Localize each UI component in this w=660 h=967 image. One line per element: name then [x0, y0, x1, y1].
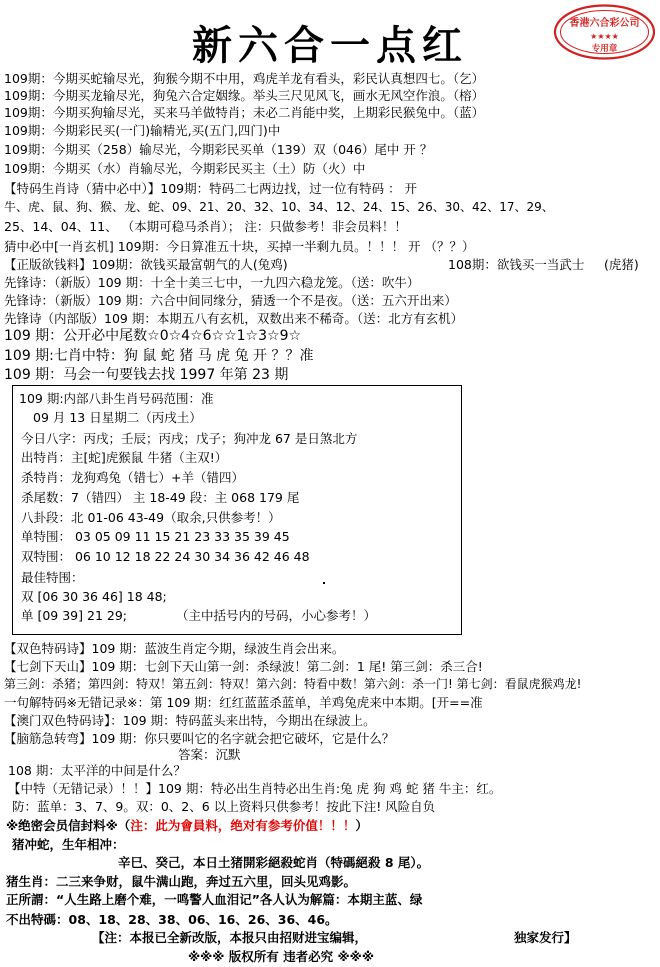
box-line: 单特围： 03 05 09 11 15 21 23 33 35 39 45 [21, 529, 290, 544]
sword-line: 【七剑下天山】109 期：七剑下天山第一剑：杀绿波！第二剑：1 尾! 第三剑：杀三合! [4, 659, 483, 674]
box-line: 杀尾数：7（错四） 主 18-49 段：主 068 179 尾 [21, 490, 300, 505]
riddle-answer: 答案：沉默 [178, 747, 241, 762]
box-line: 双 [06 30 36 46] 18 48; [21, 589, 167, 604]
bagua-box [12, 385, 462, 635]
riddle-line: 【脑筋急转弯】109 期：你只要叫它的名字就会把它破坏，它是什么？ [4, 731, 395, 746]
riddle-answer: (虎猪) [604, 257, 639, 272]
saying-line: 正所謂：“人生路上磨个难，一鸣警人血泪记”各人认为解篇：本期主蓝、绿 [6, 892, 423, 907]
page-title: 新六合一点红 [192, 22, 468, 69]
zodiac-poem-line: 【特码生肖诗（猜中必中）】109期：特码二七两边找，过一位有特码 ： 开 [4, 181, 418, 196]
box-line: 09 月 13 日星期二（丙戌土） [33, 410, 202, 425]
copyright-line: ※※※ 版权所有 违者必究 ※※※ [188, 949, 374, 964]
defense-line: 防：蓝单：3、7、9。双：0、2、6 以上资料只供参考！按此下注! 风险自负 [12, 799, 436, 814]
zodiac-verse: 猪生肖：二三来争财，鼠牛满山跑，奔过五六里，回头见鸡影。 [6, 874, 357, 889]
seal-stars: ★★★★ [590, 32, 619, 41]
member-line [6, 817, 368, 834]
prediction-line: 109期：今期买龙输尽光，狗兔六合定姻缘。举头三尺见风飞，画水无风空作浪。（榕） [4, 88, 485, 103]
riddle-line: 【正版欲钱料】109期：欲钱买最富朝气的人(兔鸡) [4, 257, 288, 272]
box-line: 杀特肖：龙狗鸡兔（错七）+羊（错四） [21, 470, 244, 485]
riddle-line: 108期：欲钱买一当武士 [448, 257, 585, 272]
poem-line: 先锋诗（内部版）109 期：本期五八有玄机，双数出来不稀奇。（送：北方有玄机） [4, 311, 464, 326]
seal-top-text: 香港六合彩公司 [569, 18, 640, 29]
clash-heading: 猪冲蛇，生年相冲： [12, 837, 125, 852]
member-close: ） [355, 818, 368, 833]
footer-note: 【注：本报已全新改版，本报只由招财进宝编辑， [92, 930, 368, 945]
box-line: 八卦段：北 01-06 43-49（取余,只供参考！） [21, 510, 281, 525]
seven-zodiac-line: 109 期:七肖中特：狗 鼠 蛇 猪 马 虎 兔 开 ？？准 [4, 348, 314, 364]
prediction-line: 109期：今期买（258）输尽光，今期彩民买单（139）双（046）尾中 开 ？ [4, 142, 433, 157]
riddle-line: 108 期：太平洋的中间是什么？ [8, 763, 186, 778]
seal-bottom-text: 专用章 [591, 44, 618, 54]
excluded-numbers: 不出特碼：08、18、28、38、06、16、26、36、46。 [6, 912, 338, 927]
number-list-line: 25、14、04、11、 （本期可稳马杀肖）； 注：只做参考！非会员料！！ [4, 219, 407, 234]
box-note: （主中括号内的号码，小心参考！） [176, 608, 377, 623]
quote-line: 109 期：马会一句要钱去找 1997 年第 23 期 [4, 367, 289, 383]
sword-line: 第三剑：杀猪；第四剑：特双！第五剑：特双！第六剑：特看中数！第六剑：杀一门! 第七剑：看鼠虎猴鸡龙! [4, 677, 582, 691]
kill-line: 辛巳、癸己，本日土猪開彩絕殺蛇肖（特碼絕殺 8 尾）。 [118, 855, 430, 870]
tail-number-line: 109 期：公开必中尾数☆0☆4☆6☆☆1☆3☆9☆ [4, 328, 302, 344]
box-line: 出特肖：主[蛇]虎猴鼠 牛猪（主双!） [21, 450, 228, 465]
box-line: 最佳特围： [21, 570, 84, 585]
prediction-line: 109期：今期买蛇输尽光，狗猴今期不中用，鸡虎羊龙有看头，彩民认真想四七。（乞） [4, 71, 485, 86]
box-line: 109 期:内部八卦生肖号码范围：准 [19, 391, 214, 406]
stray-dot [323, 582, 325, 584]
hint-line: 一句解特码※无错记录※：第 109 期：红红蓝蓝杀蓝单，羊鸡兔虎来中本期。[开==准 [4, 695, 483, 710]
member-note: 注：此为會員料，绝对有参考价值！！！ [130, 818, 356, 833]
box-line: 今日八字：丙戌；壬辰；丙戌；戊子；狗冲龙 67 是日煞北方 [21, 431, 358, 446]
poem-line: 【双色特码诗】109 期：蓝波生肖定今期，绿波生肖会出来。 [4, 641, 345, 656]
prediction-line: 109期：今期彩民买(一门)输精光,买(五门,四门)中 [4, 123, 281, 138]
prediction-line: 109期：今期买（水）肖输尽光，今期彩民买主（土）防（火）中 [4, 161, 366, 176]
member-label: ※绝密会员信封料※（ [6, 818, 131, 833]
box-line: 双特围： 06 10 12 18 22 24 30 34 36 42 46 48 [21, 549, 310, 564]
prediction-line: 109期：今期买狗输尽光，买来马羊做特肖；未必二肖能中奖，上期彩民猴兔中。（蓝） [4, 105, 485, 120]
box-line: 单 [09 39] 21 29; [21, 608, 127, 623]
footer-publisher: 独家发行】 [514, 930, 577, 945]
zodiac-line: 【中特（无错记录）！！】109 期：特必出生肖特必出生肖:兔 虎 狗 鸡 蛇 猪 牛主：红。 [8, 781, 502, 796]
poem-line: 先锋诗：（新版）109 期：十全十美三七中，一九四六稳龙笼。（送：吹牛） [4, 275, 420, 290]
number-list-line: 牛、虎、鼠、狗、猴、龙、蛇、09、21、20、32、10、34、12、24、15、26、30、42、17、29、 [4, 200, 554, 214]
poem-line: 【澳门双色特码诗】：109 期：特码蓝头来出特，今期出在绿波上。 [4, 713, 376, 728]
riddle-line: 猜中必中[一肖玄机] 109期：今日算准五十块，买掉一半剩九员。！！！ 开 （？？） [4, 239, 475, 254]
poem-line: 先锋诗：（新版）109 期：六合中间同缘分，猜透一个不是夜。（送：五六开出来） [4, 293, 457, 308]
